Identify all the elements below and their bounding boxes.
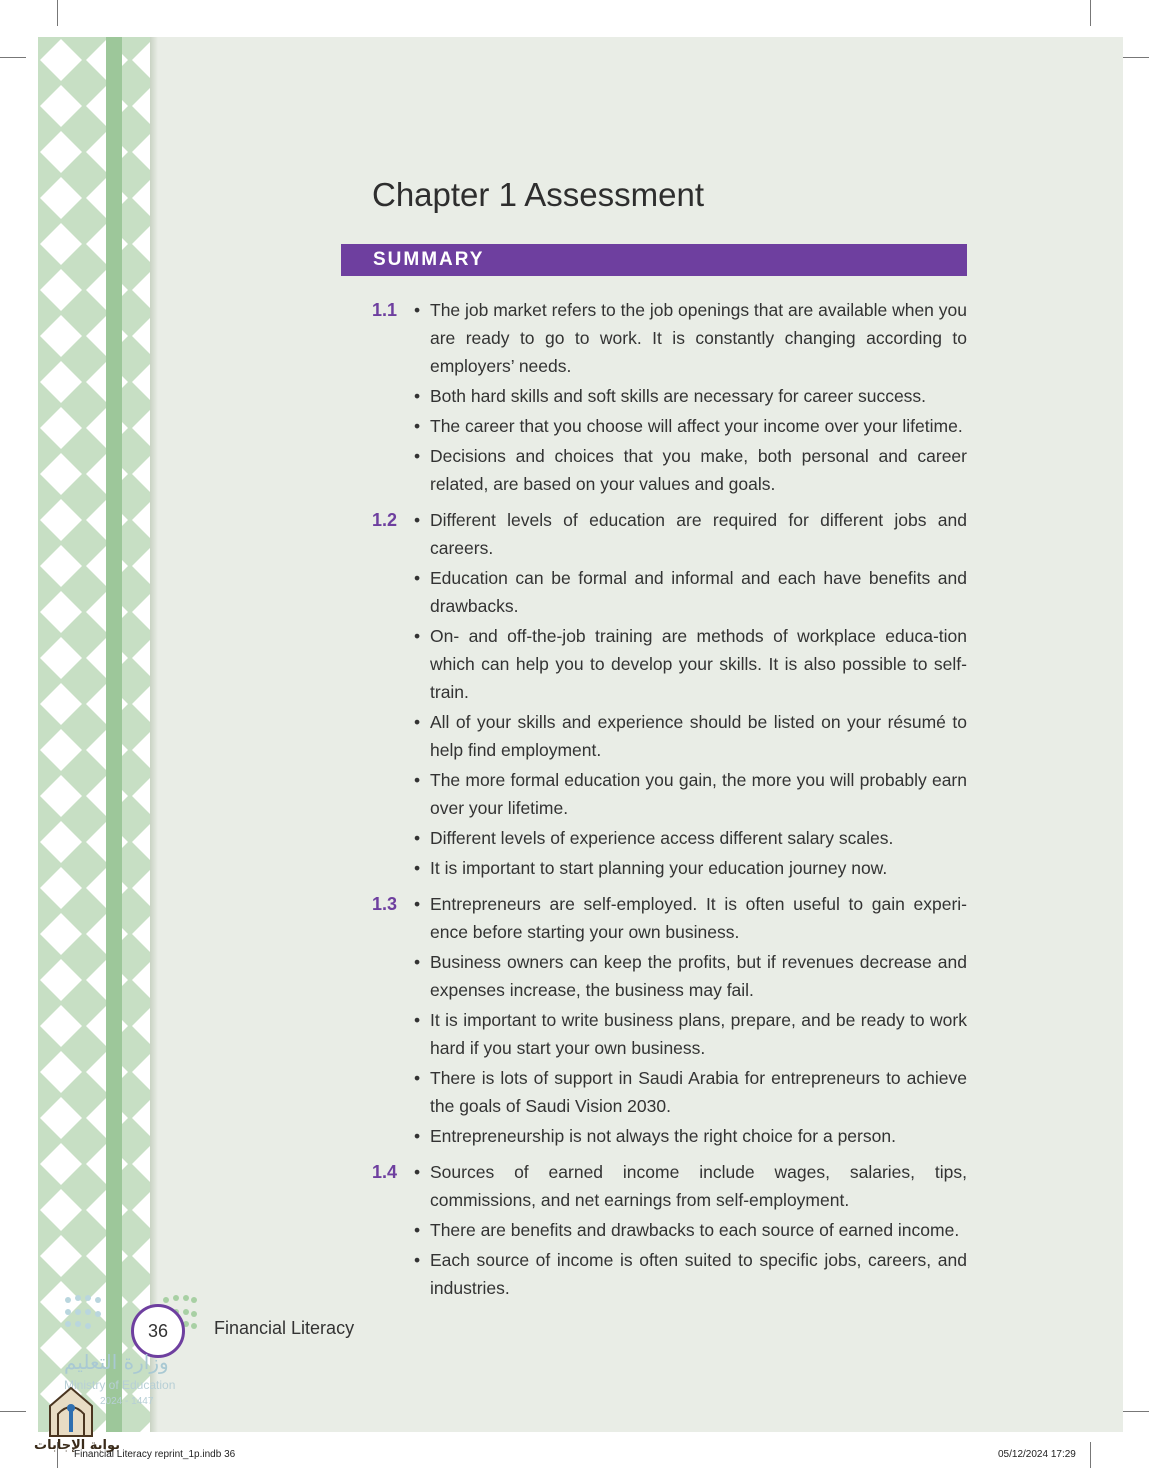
- bullet-item: • All of your skills and experience should be listed on your résumé to help find employment.: [430, 708, 967, 764]
- print-slug-date: 05/12/2024 17:29: [998, 1449, 1076, 1460]
- bullet-list: [372, 890, 972, 1150]
- section-1-3: [372, 890, 972, 1150]
- bullet-item: • Sources of earned income include wages, salaries, tips, commissions, and net earnings from self-employment.: [430, 1158, 967, 1214]
- bullet-item: • On- and off-the-job training are methods of workplace educa-tion which can help you to develop your skills. It is also possible to self-train.: [430, 622, 967, 706]
- bullet-item: • Entrepreneurship is not always the right choice for a person.: [430, 1122, 967, 1150]
- crop-mark: [1090, 0, 1091, 26]
- crop-mark: [0, 1411, 26, 1412]
- bullet-item: • It is important to write business plans, prepare, and be ready to work hard if you start your own business.: [430, 1006, 967, 1062]
- bullet-item: • Each source of income is often suited to specific jobs, careers, and industries.: [430, 1246, 967, 1302]
- bullet-list: [372, 506, 972, 882]
- diamond-pattern-icon: [38, 37, 156, 1432]
- section-number: 1.1: [372, 300, 398, 320]
- bullet-item: • Different levels of education are required for different jobs and careers.: [430, 506, 967, 562]
- book-title: Financial Literacy: [214, 1318, 355, 1338]
- ministry-name-english: Ministry of Education: [64, 1378, 176, 1392]
- decorative-border: [38, 37, 156, 1432]
- crop-mark: [1123, 57, 1149, 58]
- bullet-item: • Business owners can keep the profits, but if revenues decrease and expenses increase, the business may fail.: [430, 948, 967, 1004]
- watermark-text: بوابة الإجابات: [34, 1438, 120, 1453]
- summary-label: SUMMARY: [373, 249, 485, 270]
- section-number: 1.2: [372, 510, 398, 530]
- bullet-item: • There is lots of support in Saudi Arabia for entrepreneurs to achieve the goals of Saudi Vision 2030.: [430, 1064, 967, 1120]
- section-number: 1.3: [372, 894, 398, 914]
- summary-content: [372, 296, 972, 1310]
- summary-banner: [341, 244, 967, 276]
- bullet-item: • The job market refers to the job openings that are available when you are ready to go to work. It is constantly changing according to employers’ needs.: [430, 296, 967, 380]
- bullet-list: [372, 1158, 972, 1302]
- bullet-item: • There are benefits and drawbacks to each source of earned income.: [430, 1216, 967, 1244]
- watermark-logo-icon: [46, 1386, 96, 1438]
- ministry-name-arabic: وزارة التعليم: [64, 1350, 169, 1374]
- bullet-item: • The career that you choose will affect your income over your lifetime.: [430, 412, 967, 440]
- crop-mark: [1123, 1411, 1149, 1412]
- bullet-item: • Different levels of experience access different salary scales.: [430, 824, 967, 852]
- print-slug-file: Financial Literacy reprint_1p.indb 36: [74, 1449, 236, 1460]
- section-1-2: [372, 506, 972, 882]
- bullet-item: • Education can be formal and informal and each have benefits and drawbacks.: [430, 564, 967, 620]
- section-number: 1.4: [372, 1162, 398, 1182]
- section-1-4: [372, 1158, 972, 1302]
- bullet-item: • Decisions and choices that you make, both personal and career related, are based on your values and goals.: [430, 442, 967, 498]
- border-shadow: [150, 37, 158, 1432]
- bullet-item: • The more formal education you gain, the more you will probably earn over your lifetime.: [430, 766, 967, 822]
- page-number: 36: [131, 1304, 185, 1358]
- section-1-1: [372, 296, 972, 498]
- crop-mark: [1090, 1442, 1091, 1468]
- bullet-item: • Entrepreneurs are self-employed. It is often useful to gain experi-ence before starting your own business.: [430, 890, 967, 946]
- bullet-item: • It is important to start planning your education journey now.: [430, 854, 967, 882]
- page-title: Chapter 1 Assessment: [372, 176, 704, 213]
- ministry-year: 2024 - 1447: [100, 1396, 154, 1407]
- crop-mark: [57, 0, 58, 26]
- bullet-item: • Both hard skills and soft skills are necessary for career success.: [430, 382, 967, 410]
- bullet-list: [372, 296, 972, 498]
- crop-mark: [0, 57, 26, 58]
